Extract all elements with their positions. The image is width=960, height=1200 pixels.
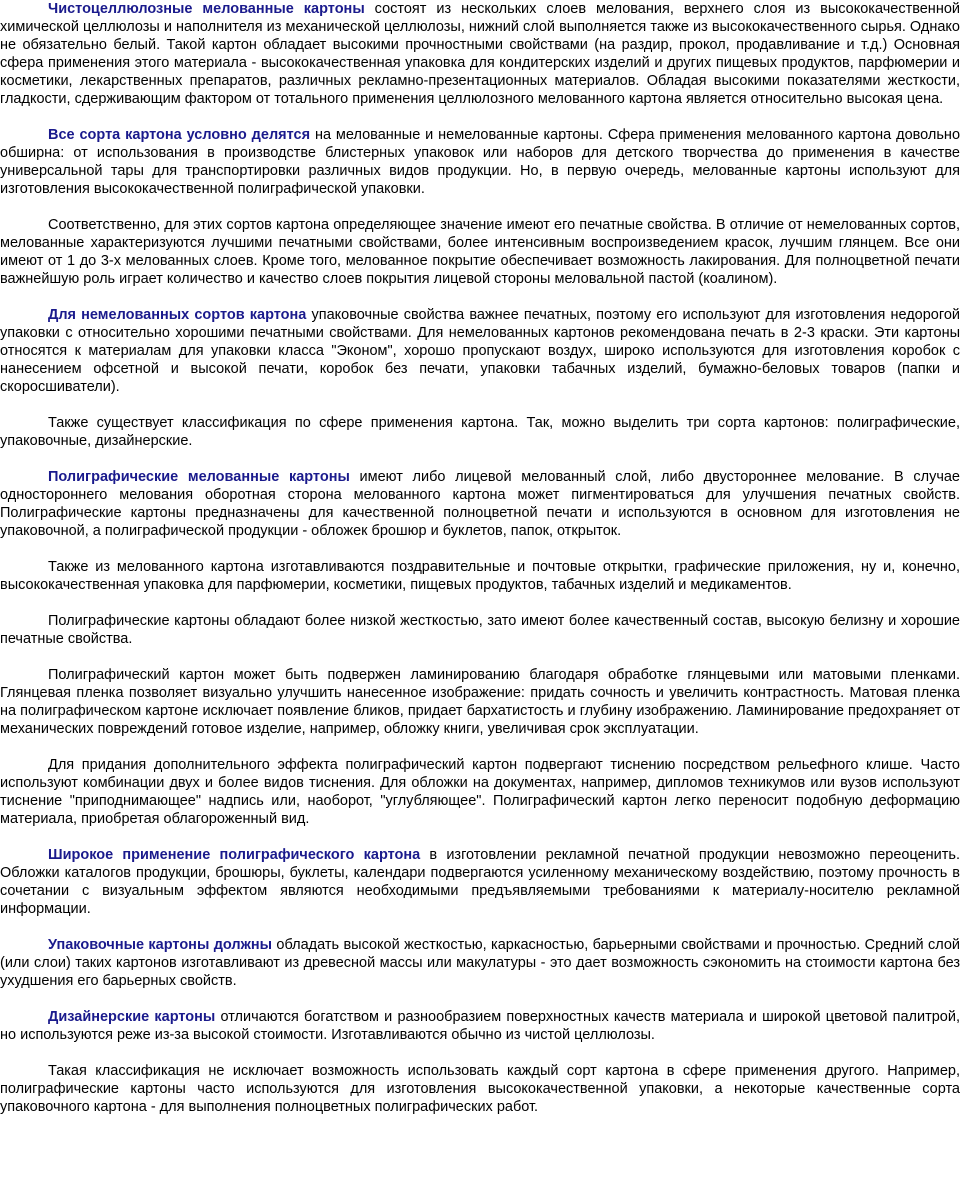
paragraph-5 — [0, 414, 960, 450]
paragraph-9 — [0, 666, 960, 738]
paragraph-text: Также существует классификация по сфере применения картона. Так, можно выделить три сорта картонов: полиграфические, упаковочные, дизайнерские. — [0, 415, 960, 449]
paragraph-text: Такая классификация не исключает возможность использовать каждый сорт картона в сфере применения другого. Например, полиграфические картоны часто используются для изготовления высококачественной упаковки, а некоторые качественные сорта упаковочного картона - для выполнения полноцветных полиграфических работ. — [0, 1063, 960, 1115]
paragraph-text: Полиграфические картоны обладают более низкой жесткостью, зато имеют более качественный состав, высокую белизну и хорошие печатные свойства. — [0, 613, 960, 647]
paragraph-8 — [0, 612, 960, 648]
paragraph-text: Соответственно, для этих сортов картона определяющее значение имеют его печатные свойства. В отличие от немелованных сортов, мелованные характеризуются лучшими печатными свойствами, более интенсивным воспроизведением красок, лучшим глянцем. Все они имеют от 1 до 3-х мелованных слоев. Кроме того, мелованное покрытие обеспечивает возможность лакирования. Для полноцветной печати важнейшую роль играет количество и качество слоев покрытия лицевой стороны меловальной пастой (коалином). — [0, 217, 960, 287]
paragraph-text: имеют либо лицевой мелованный слой, либо двустороннее мелование. В случае одностороннего мелования оборотная сторона мелованного картона может пигментироваться для улучшения печатных свойств. Полиграфические картоны предназначены для качественной полноцветной печати и используются в основном для изготовления не упаковочной, а полиграфической продукции - обложек брошюр и буклетов, папок, открыток. — [0, 469, 960, 539]
paragraph-text: обладать высокой жесткостью, каркасностью, барьерными свойствами и прочностью. Средний слой (или слои) таких картонов изготавливают из древесной массы или макулатуры - это дает возможность сэкономить на стоимости картона без ухудшения его барьерных свойств. — [0, 937, 960, 989]
paragraph-2 — [0, 126, 960, 198]
paragraph-text: на мелованные и немелованные картоны. Сфера применения мелованного картона довольно обширна: от использования в производстве блистерных упаковок или наборов для детского творчества до применения в качестве универсальной тары для транспортировки различных видов продукции. Но, в первую очередь, мелованные картоны используют для изготовления высококачественной полиграфической упаковки. — [0, 127, 960, 197]
paragraph-text: Для придания дополнительного эффекта полиграфический картон подвергают тиснению посредством рельефного клише. Часто используют комбинации двух и более видов тиснения. Для обложки на документах, например, дипломов техникумов или вузов используют тиснение "приподнимающее" надпись или, наоборот, "углубляющее". Полиграфический картон легко переносит подобную деформацию материала, приобретая облагороженный вид. — [0, 757, 960, 827]
paragraph-12 — [0, 936, 960, 990]
paragraph-text: упаковочные свойства важнее печатных, поэтому его используют для изготовления недорогой упаковки с относительно хорошими печатными свойствами. Для немелованных картонов рекомендована печать в 2-3 краски. Эти картоны относятся к материалам для упаковки класса "Эконом", хорошо пропускают воздух, широко используются для изготовления коробок с нанесением офсетной и высокой печати, коробок без печати, упаковки табачных изделий, бумажно-беловых товаров (папки и скоросшиватели). — [0, 307, 960, 395]
paragraph-text: отличаются богатством и разнообразием поверхностных качеств материала и широкой цветовой палитрой, но используются реже из-за высокой стоимости. Изготавливаются обычно из чистой целлюлозы. — [0, 1009, 960, 1043]
paragraph-text: Также из мелованного картона изготавливаются поздравительные и почтовые открытки, графические приложения, ну и, конечно, высококачественная упаковка для парфюмерии, косметики, пищевых продуктов, табачных изделий и медикаментов. — [0, 559, 960, 593]
paragraph-lead: Все сорта картона условно делятся — [48, 127, 311, 143]
paragraph-lead: Полиграфические мелованные картоны — [48, 469, 350, 485]
paragraph-lead: Чистоцеллюлозные мелованные картоны — [48, 1, 365, 17]
paragraph-11 — [0, 846, 960, 918]
paragraph-4 — [0, 306, 960, 396]
paragraph-1 — [0, 0, 960, 108]
paragraph-text: Полиграфический картон может быть подвержен ламинированию благодаря обработке глянцевыми или матовыми пленками. Глянцевая пленка позволяет визуально улучшить нанесенное изображение: придать сочность и увеличить контрастность. Матовая пленка на полиграфическом картоне исключает появление бликов, придает бархатистость и глубину изображению. Ламинирование предохраняет от механических повреждений готовое изделие, например, обложку книги, увеличивая срок эксплуатации. — [0, 667, 960, 737]
paragraph-text: состоят из нескольких слоев мелования, верхнего слоя из высококачественной химической целлюлозы и наполнителя из механической целлюлозы, нижний слой выполняется также из высококачественного сырья. Однако не обязательно белый. Такой картон обладает высокими прочностными свойствами (на раздир, прокол, продавливание и т.д.) Основная сфера применения этого материала - высококачественная упаковка для кондитерских изделий и других пищевых продуктов, парфюмерии и косметики, лекарственных препаратов, различных рекламно-презентационных материалов. Обладая высокими показателями жесткости, гладкости, сдерживающим фактором от тотального применения целлюлозного мелованного картона является относительно высокая цена. — [0, 1, 960, 107]
paragraph-text: в изготовлении рекламной печатной продукции невозможно переоценить. Обложки каталогов продукции, брошюры, буклеты, календари подвергаются усиленному механическому воздействию, поэтому прочность в сочетании с визуальным эффектом являются необходимыми предъявляемыми требованиями к материалу-носителю рекламной информации. — [0, 847, 960, 917]
paragraph-lead: Упаковочные картоны должны — [48, 937, 273, 953]
paragraph-13 — [0, 1008, 960, 1044]
paragraph-14 — [0, 1062, 960, 1116]
paragraph-10 — [0, 756, 960, 828]
paragraph-lead: Дизайнерские картоны — [48, 1009, 216, 1025]
paragraph-3 — [0, 216, 960, 288]
paragraph-lead: Широкое применение полиграфического картона — [48, 847, 421, 863]
paragraph-6 — [0, 468, 960, 540]
paragraph-7 — [0, 558, 960, 594]
paragraph-lead: Для немелованных сортов картона — [48, 307, 307, 323]
